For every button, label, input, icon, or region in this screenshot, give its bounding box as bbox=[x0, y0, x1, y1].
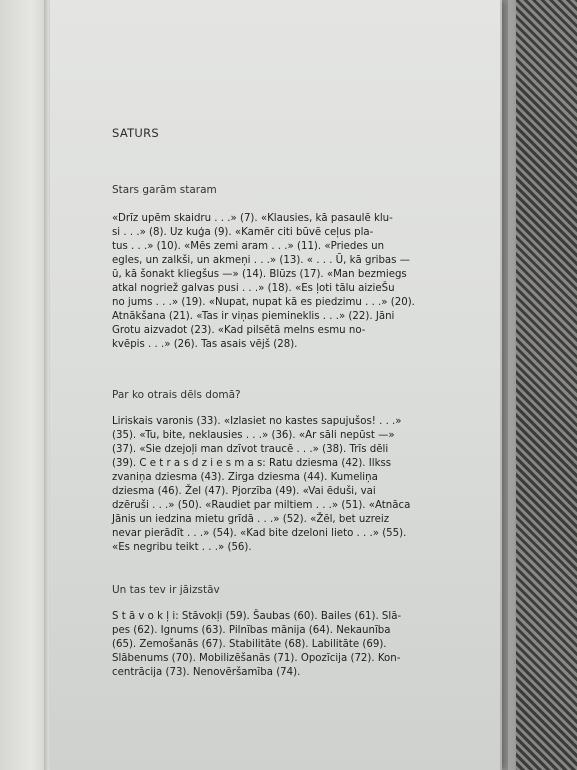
text-line: (65). Zemošanās (67). Stabilitāte (68). Labilitāte (69). bbox=[112, 639, 387, 650]
text-line: Atnākšana (21). «Tas ir viņas piemineklis . . .» (22). Jāni bbox=[112, 311, 395, 322]
text-line: egles, un zalkši, un akmeņi . . .» (13). « . . . Ū, kā gribas — bbox=[112, 255, 410, 266]
text-line: (39). C e t r a s d z i e s m a s: Ratu dziesma (42). Ilkss bbox=[112, 458, 392, 469]
text-line: atkal nogriež galvas pusi . . .» (18). «Es ļoti tālu aizieŠu bbox=[112, 283, 395, 294]
text-line: centrācija (73). Nenovēršamība (74). bbox=[112, 667, 301, 678]
text-line: tus . . .» (10). «Mēs zemi aram . . .» (11). «Priedes un bbox=[112, 241, 385, 252]
text-line: si . . .» (8). Uz kuģa (9). «Kamēr citi būvē ceļus pla- bbox=[112, 227, 374, 238]
text-line: Slābenums (70). Mobilizēšanās (71). Opozīcija (72). Kon- bbox=[112, 653, 401, 664]
section-title: Stars garām staram bbox=[112, 184, 217, 196]
text-line: (35). «Tu, bite, neklausies . . .» (36). «Ar sāli nepūst —» bbox=[112, 430, 395, 441]
text-line: kvēpis . . .» (26). Tas asais vējš (28). bbox=[112, 339, 298, 350]
text-line: dziesma (46). Žel (47). Pjorzība (49). «Vai ēduši, vai bbox=[112, 486, 376, 497]
text-line: nevar pierādīt . . .» (54). «Kad bite dzeloni lieto . . .» (55). bbox=[112, 528, 407, 539]
text-line: ū, kā šonakt kliegšus —» (14). Blūzs (17). «Man bezmiegs bbox=[112, 269, 407, 280]
section-title: Par ko otrais dēls domā? bbox=[112, 389, 241, 401]
text-line: Jānis un iedzina mietu grīdā . . .» (52). «Žēl, bet uzreiz bbox=[112, 514, 390, 525]
section-paragraph bbox=[112, 212, 452, 352]
text-line: S t ā v o k ļ i: Stāvokļi (59). Šaubas (60). Bailes (61). Slā- bbox=[112, 611, 402, 622]
text-line: dzēruši . . .» (50). «Raudiet par miltiem . . .» (51). «Atnāca bbox=[112, 500, 411, 511]
text-line: «Drīz upēm skaidru . . .» (7). «Klausies, kā pasaulē klu- bbox=[112, 213, 393, 224]
text-line: Grotu aizvadot (23). «Kad pilsētā melns esmu no- bbox=[112, 325, 366, 336]
text-line: no jums . . .» (19). «Nupat, nupat kā es piedzimu . . .» (20). bbox=[112, 297, 415, 308]
text-line: pes (62). Ignums (63). Pilnības mānija (64). Nekaunība bbox=[112, 625, 391, 636]
text-line: «Es negribu teikt . . .» (56). bbox=[112, 542, 252, 553]
section-title: Un tas tev ir jāizstāv bbox=[112, 584, 220, 596]
contents-heading: SATURS bbox=[112, 126, 160, 140]
section-paragraph bbox=[112, 415, 452, 555]
page-shadow bbox=[500, 0, 508, 770]
text-line: Liriskais varonis (33). «Izlasiet no kastes sapujušos! . . .» bbox=[112, 416, 402, 427]
text-line: (37). «Sie dzejoļi man dzīvot traucē . . .» (38). Trīs dēli bbox=[112, 444, 389, 455]
section-paragraph bbox=[112, 610, 452, 680]
text-line: zvaniņa dziesma (43). Zirga dziesma (44). Kumeliņa bbox=[112, 472, 378, 483]
